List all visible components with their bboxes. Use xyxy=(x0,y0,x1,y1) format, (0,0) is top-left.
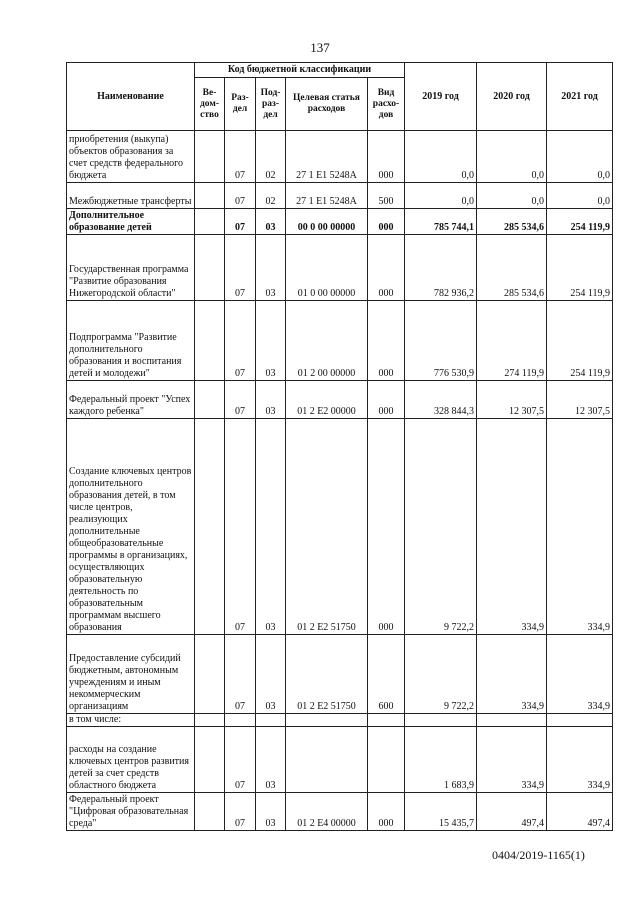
cell-y2019: 15 435,7 xyxy=(405,793,477,831)
cell-y2020: 0,0 xyxy=(477,183,547,209)
cell-target xyxy=(286,714,368,727)
cell-target: 01 2 E4 00000 xyxy=(286,793,368,831)
cell-section: 07 xyxy=(225,635,256,714)
cell-y2019: 9 722,2 xyxy=(405,419,477,635)
cell-dept xyxy=(195,235,225,301)
cell-section: 07 xyxy=(225,727,256,793)
cell-y2019: 1 683,9 xyxy=(405,727,477,793)
cell-y2021: 254 119,9 xyxy=(547,235,613,301)
cell-y2020: 334,9 xyxy=(477,635,547,714)
cell-section: 07 xyxy=(225,183,256,209)
cell-section: 07 xyxy=(225,235,256,301)
cell-y2019 xyxy=(405,714,477,727)
cell-target xyxy=(286,727,368,793)
table-row xyxy=(67,714,613,727)
cell-section xyxy=(225,714,256,727)
cell-exp-type: 500 xyxy=(368,183,405,209)
cell-y2019: 782 936,2 xyxy=(405,235,477,301)
cell-exp-type: 000 xyxy=(368,131,405,183)
cell-dept xyxy=(195,381,225,419)
cell-section: 07 xyxy=(225,301,256,381)
header-subsection: Под-раз-дел xyxy=(256,78,286,131)
header-section: Раз-дел xyxy=(225,78,256,131)
cell-y2020: 497,4 xyxy=(477,793,547,831)
table-row xyxy=(67,235,613,301)
cell-dept xyxy=(195,635,225,714)
cell-subsection: 03 xyxy=(256,209,286,235)
cell-subsection: 03 xyxy=(256,381,286,419)
table-row xyxy=(67,381,613,419)
cell-name: Создание ключевых центров дополнительного образования детей, в том числе центров, реализующих дополнительные общеобразовательные программы в организациях, осуществляющих образовательную деятельность по образовательным программам высшего образования xyxy=(67,419,195,635)
cell-subsection xyxy=(256,714,286,727)
cell-exp-type xyxy=(368,727,405,793)
cell-subsection: 03 xyxy=(256,727,286,793)
cell-y2021: 334,9 xyxy=(547,419,613,635)
cell-y2020: 285 534,6 xyxy=(477,209,547,235)
budget-table xyxy=(66,62,613,831)
cell-target: 01 2 E2 00000 xyxy=(286,381,368,419)
cell-subsection: 02 xyxy=(256,183,286,209)
cell-name: Федеральный проект "Цифровая образовательная среда" xyxy=(67,793,195,831)
cell-dept xyxy=(195,131,225,183)
cell-exp-type: 000 xyxy=(368,235,405,301)
cell-dept xyxy=(195,301,225,381)
cell-name: Предоставление субсидий бюджетным, автономным учреждениям и иным некоммерческим организациям xyxy=(67,635,195,714)
cell-y2020: 0,0 xyxy=(477,131,547,183)
cell-y2019: 0,0 xyxy=(405,131,477,183)
cell-dept xyxy=(195,419,225,635)
cell-name: Подпрограмма "Развитие дополнительного образования и воспитания детей и молодежи" xyxy=(67,301,195,381)
cell-subsection: 03 xyxy=(256,419,286,635)
cell-exp-type: 000 xyxy=(368,419,405,635)
cell-name: Государственная программа "Развитие образования Нижегородской области" xyxy=(67,235,195,301)
cell-y2020: 274 119,9 xyxy=(477,301,547,381)
cell-y2021: 254 119,9 xyxy=(547,209,613,235)
table-row xyxy=(67,727,613,793)
cell-target: 01 0 00 00000 xyxy=(286,235,368,301)
header-target: Целевая статья расходов xyxy=(286,78,368,131)
cell-target: 01 2 E2 51750 xyxy=(286,419,368,635)
header-dept: Ве-дом-ство xyxy=(195,78,225,131)
table-row xyxy=(67,301,613,381)
page-number: 137 xyxy=(310,40,330,55)
cell-exp-type: 000 xyxy=(368,793,405,831)
cell-name: Межбюджетные трансферты xyxy=(67,183,195,209)
cell-target: 01 2 E2 51750 xyxy=(286,635,368,714)
cell-y2020 xyxy=(477,714,547,727)
cell-name: расходы на создание ключевых центров развития детей за счет средств областного бюджета xyxy=(67,727,195,793)
cell-exp-type xyxy=(368,714,405,727)
cell-y2020: 12 307,5 xyxy=(477,381,547,419)
cell-subsection: 03 xyxy=(256,793,286,831)
cell-y2021: 12 307,5 xyxy=(547,381,613,419)
cell-y2020: 334,9 xyxy=(477,419,547,635)
cell-name: в том числе: xyxy=(67,714,195,727)
cell-y2021: 254 119,9 xyxy=(547,301,613,381)
cell-dept xyxy=(195,714,225,727)
cell-target: 27 1 E1 5248A xyxy=(286,131,368,183)
cell-y2020: 334,9 xyxy=(477,727,547,793)
table-row xyxy=(67,183,613,209)
cell-dept xyxy=(195,183,225,209)
header-2019: 2019 год xyxy=(405,63,477,131)
cell-name: приобретения (выкупа) объектов образования за счет средств федерального бюджета xyxy=(67,131,195,183)
cell-y2019: 9 722,2 xyxy=(405,635,477,714)
cell-exp-type: 000 xyxy=(368,209,405,235)
cell-subsection: 03 xyxy=(256,635,286,714)
cell-dept xyxy=(195,793,225,831)
cell-section: 07 xyxy=(225,131,256,183)
header-exp-type: Вид расхо-дов xyxy=(368,78,405,131)
cell-exp-type: 000 xyxy=(368,301,405,381)
cell-dept xyxy=(195,727,225,793)
cell-exp-type: 000 xyxy=(368,381,405,419)
cell-target: 00 0 00 00000 xyxy=(286,209,368,235)
cell-y2019: 328 844,3 xyxy=(405,381,477,419)
cell-y2021 xyxy=(547,714,613,727)
header-2020: 2020 год xyxy=(477,63,547,131)
table-row xyxy=(67,635,613,714)
cell-y2019: 785 744,1 xyxy=(405,209,477,235)
cell-y2019: 0,0 xyxy=(405,183,477,209)
cell-target: 27 1 E1 5248A xyxy=(286,183,368,209)
footer-code: 0404/2019-1165(1) xyxy=(492,848,585,862)
cell-dept xyxy=(195,209,225,235)
cell-section: 07 xyxy=(225,381,256,419)
cell-section: 07 xyxy=(225,209,256,235)
cell-subsection: 03 xyxy=(256,235,286,301)
cell-y2021: 497,4 xyxy=(547,793,613,831)
header-code-group: Код бюджетной классификации xyxy=(195,63,405,78)
cell-section: 07 xyxy=(225,793,256,831)
cell-exp-type: 600 xyxy=(368,635,405,714)
header-2021: 2021 год xyxy=(547,63,613,131)
cell-y2021: 334,9 xyxy=(547,635,613,714)
header-name: Наименование xyxy=(67,63,195,131)
cell-name: Федеральный проект "Успех каждого ребенка" xyxy=(67,381,195,419)
cell-subsection: 02 xyxy=(256,131,286,183)
table-row xyxy=(67,209,613,235)
cell-y2021: 0,0 xyxy=(547,183,613,209)
cell-y2021: 334,9 xyxy=(547,727,613,793)
cell-target: 01 2 00 00000 xyxy=(286,301,368,381)
cell-name: Дополнительное образование детей xyxy=(67,209,195,235)
cell-y2021: 0,0 xyxy=(547,131,613,183)
table-row xyxy=(67,793,613,831)
cell-y2020: 285 534,6 xyxy=(477,235,547,301)
cell-y2019: 776 530,9 xyxy=(405,301,477,381)
cell-subsection: 03 xyxy=(256,301,286,381)
table-body xyxy=(67,131,613,831)
table-row xyxy=(67,131,613,183)
table-row xyxy=(67,419,613,635)
cell-section: 07 xyxy=(225,419,256,635)
